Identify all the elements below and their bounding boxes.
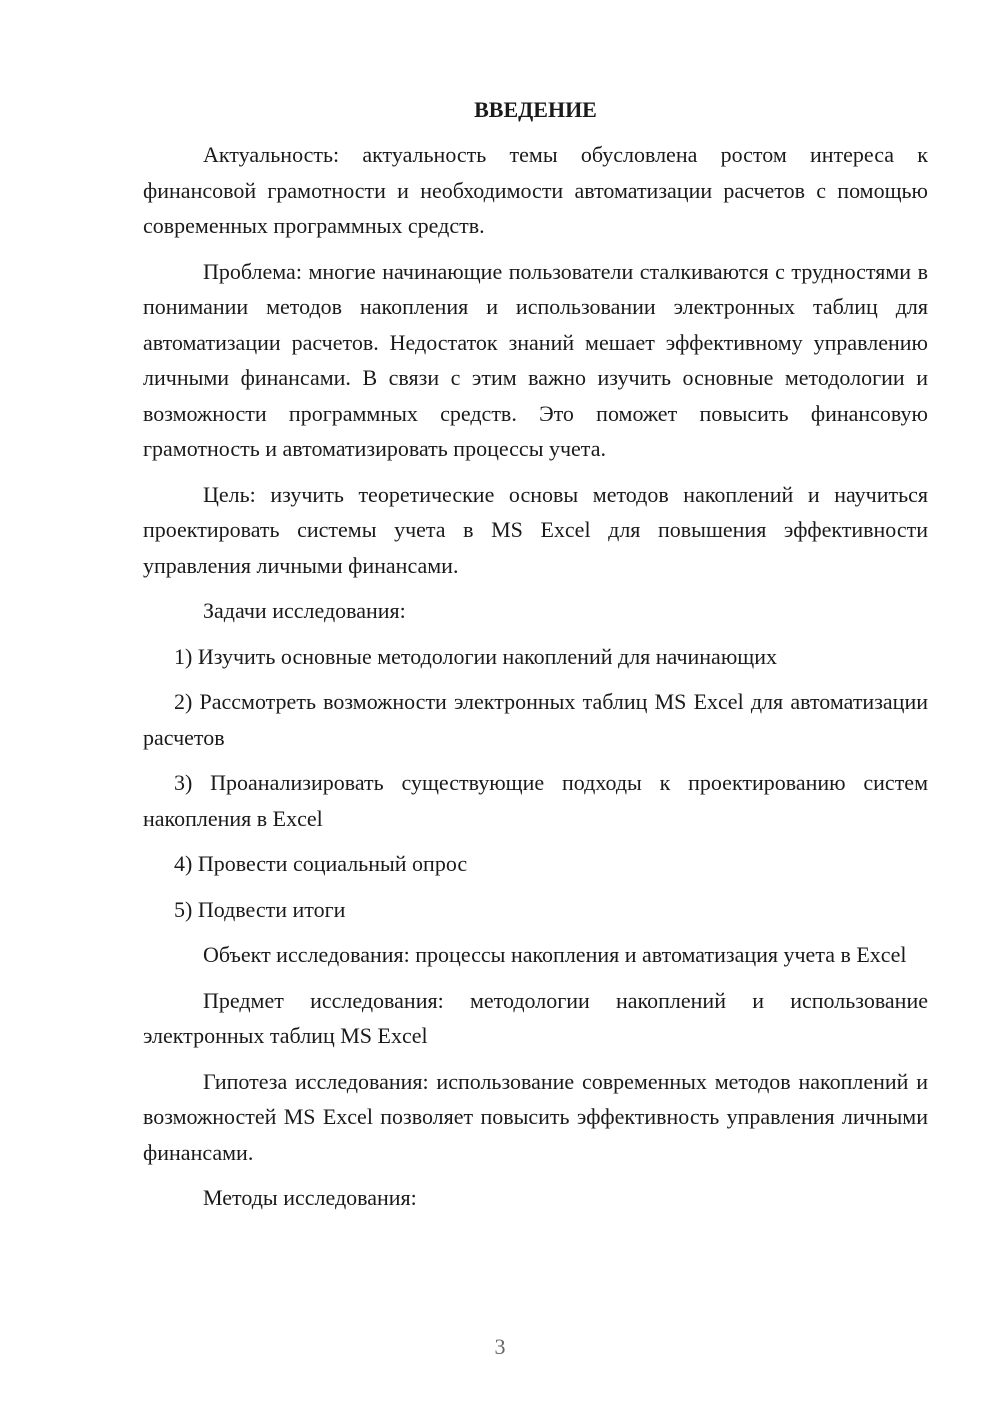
task-item-3: 3) Проанализировать существующие подходы к проектированию систем накопления в Excel [143,770,928,831]
paragraph-tasks-heading: Задачи исследования: [203,598,406,623]
paragraph-methods: Методы исследования: [203,1185,417,1210]
task-item-1: 1) Изучить основные методологии накоплений для начинающих [174,643,777,669]
paragraph-hypothesis: Гипотеза исследования: использование современных методов накоплений и возможностей MS Excel позволяет повысить эффективность управления личными финансами. [143,1068,928,1165]
paragraph-subject: Предмет исследования: методологии накоплений и использование электронных таблиц MS Excel [143,987,928,1048]
page-content [143,92,928,1226]
task-item-2: 2) Рассмотреть возможности электронных таблиц MS Excel для автоматизации расчетов [143,689,928,750]
paragraph-problem: Проблема: многие начинающие пользователи сталкиваются с трудностями в понимании методов накопления и использовании электронных таблиц для автоматизации расчетов. Недостаток знаний мешает эффективному управлению личными финансами. В связи с этим важно изучить основные методологии и возможности программных средств. Это поможет повысить финансовую грамотность и автоматизировать процессы учета. [143,258,928,461]
paragraph-goal: Цель: изучить теоретические основы методов накоплений и научиться проектировать системы учета в MS Excel для повышения эффективности управления личными финансами. [143,481,928,578]
task-item-5: 5) Подвести итоги [174,896,346,922]
task-item-4: 4) Провести социальный опрос [174,851,468,876]
page-number: 3 [494,1334,506,1359]
page-title: ВВЕДЕНИЕ [474,97,597,122]
paragraph-object: Объект исследования: процессы накопления и автоматизация учета в Excel [203,942,907,967]
paragraph-relevance: Актуальность: актуальность темы обусловлена ростом интереса к финансовой грамотности и необходимости автоматизации расчетов с помощью современных программных средств. [143,142,928,238]
